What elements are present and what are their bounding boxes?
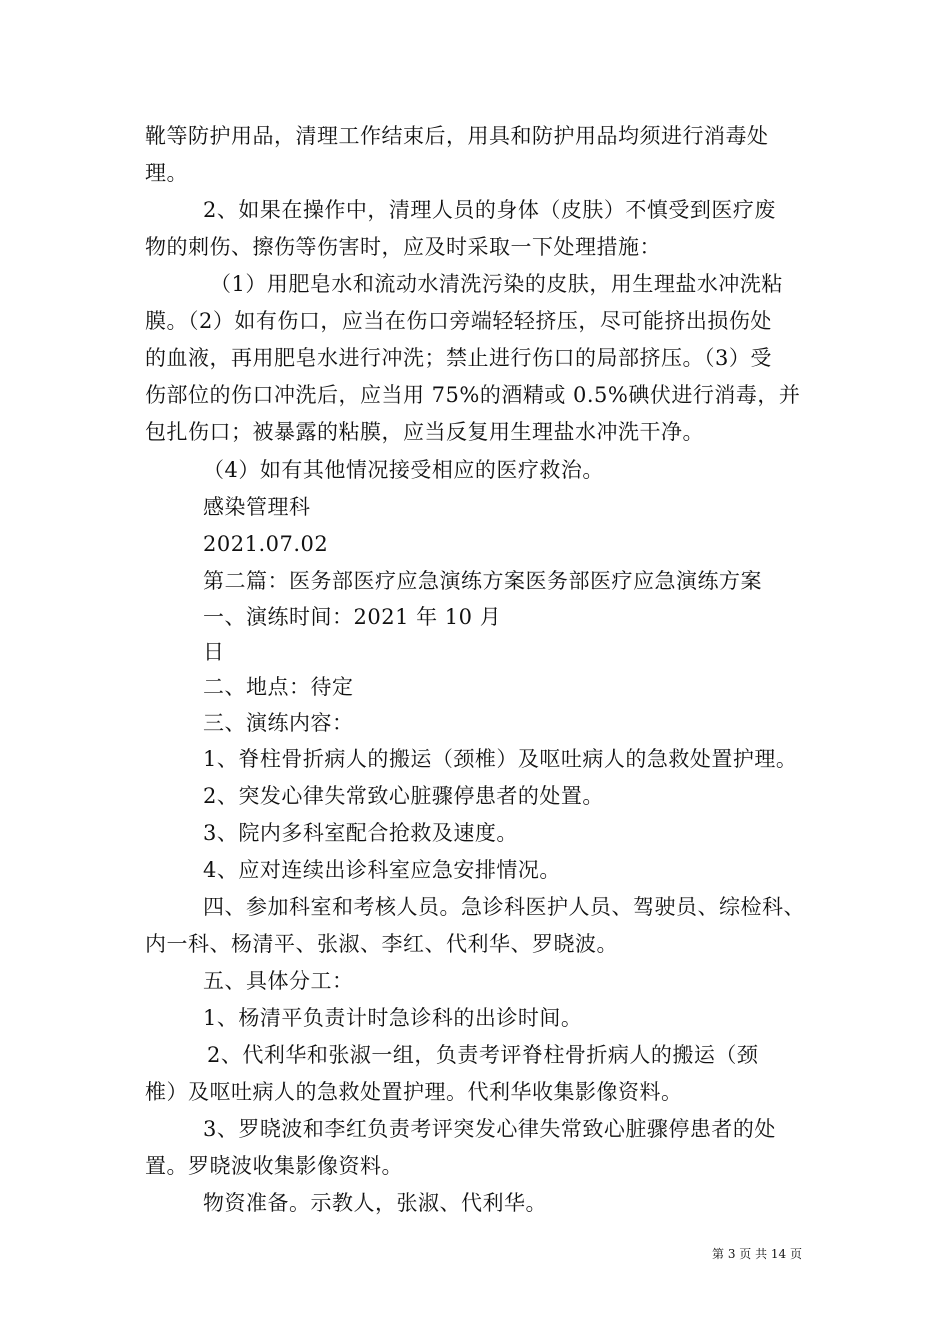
paragraph-line: 1、脊柱骨折病人的搬运（颈椎）及呕吐病人的急救处置护理。	[203, 747, 798, 771]
paragraph-line: （1）用肥皂水和流动水清洗污染的皮肤，用生理盐水冲洗粘	[210, 272, 783, 296]
paragraph-line: 三、演练内容：	[203, 711, 354, 735]
paragraph-line: 一、演练时间：2021 年 10 月	[203, 605, 502, 629]
paragraph-line: 内一科、杨清平、张淑、李红、代利华、罗晓波。	[145, 932, 618, 956]
paragraph-line: 包扎伤口；被暴露的粘膜，应当反复用生理盐水冲洗干净。	[145, 420, 704, 444]
paragraph-line: 4、应对连续出诊科室应急安排情况。	[203, 858, 561, 882]
paragraph-line: 3、罗晓波和李红负责考评突发心律失常致心脏骤停患者的处	[203, 1117, 776, 1141]
paragraph-line: 物的刺伤、擦伤等伤害时，应及时采取一下处理措施：	[145, 235, 661, 259]
paragraph-line: 五、具体分工：	[203, 969, 354, 993]
paragraph-line: 理。	[145, 161, 188, 185]
paragraph-line: 2、代利华和张淑一组，负责考评脊柱骨折病人的搬运（颈	[207, 1043, 759, 1067]
paragraph-line: 膜。（2）如有伤口，应当在伤口旁端轻轻挤压，尽可能挤出损伤处	[145, 309, 772, 333]
paragraph-line: 3、院内多科室配合抢救及速度。	[203, 821, 518, 845]
paragraph-line: 1、杨清平负责计时急诊科的出诊时间。	[203, 1006, 583, 1030]
signature-date: 2021.07.02	[203, 532, 329, 556]
paragraph-line: （4）如有其他情况接受相应的医疗救治。	[203, 458, 604, 482]
paragraph-line: 2、突发心律失常致心脏骤停患者的处置。	[203, 784, 604, 808]
section-title: 第二篇：医务部医疗应急演练方案医务部医疗应急演练方案	[203, 569, 762, 593]
paragraph-line: 靴等防护用品，清理工作结束后，用具和防护用品均须进行消毒处	[145, 124, 769, 148]
paragraph-line: 的血液，再用肥皂水进行冲洗；禁止进行伤口的局部挤压。（3）受	[145, 346, 772, 370]
page-number: 第 3 页 共 14 页	[712, 1247, 802, 1261]
paragraph-line: 四、参加科室和考核人员。急诊科医护人员、驾驶员、综检科、	[203, 895, 805, 919]
paragraph-line: 椎）及呕吐病人的急救处置护理。代利华收集影像资料。	[145, 1080, 683, 1104]
paragraph-line: 二、地点：待定	[203, 675, 354, 699]
paragraph-line: 物资准备。示教人，张淑、代利华。	[203, 1191, 547, 1215]
paragraph-line: 伤部位的伤口冲洗后，应当用 75%的酒精或 0.5%碘伏进行消毒，并	[145, 383, 801, 407]
department-signature: 感染管理科	[203, 495, 311, 519]
paragraph-line: 日	[203, 640, 225, 664]
paragraph-line: 置。罗晓波收集影像资料。	[145, 1154, 403, 1178]
paragraph-line: 2、如果在操作中，清理人员的身体（皮肤）不慎受到医疗废	[203, 198, 776, 222]
